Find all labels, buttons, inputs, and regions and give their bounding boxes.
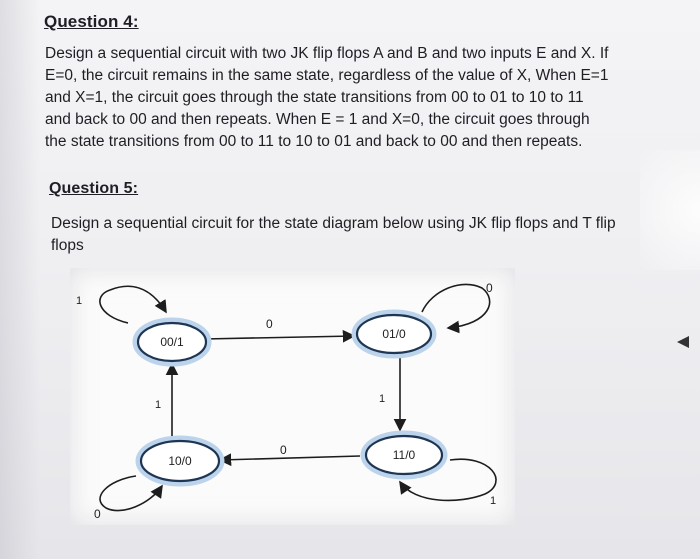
question-5-line: flops xyxy=(51,237,84,254)
state-00 xyxy=(135,320,209,364)
question-4-line: E=0, the circuit remains in the same state, regardless of the value of X, When E=1 xyxy=(45,67,609,84)
state-11 xyxy=(363,433,445,477)
label-edge-10-to-00: 1 xyxy=(155,399,162,411)
question-4-line: and back to 00 and then repeats. When E = 1 and X=0, the circuit goes through xyxy=(45,111,590,128)
pointer-arrow-icon xyxy=(677,336,689,348)
state-00-label: 00/1 xyxy=(160,335,184,349)
state-01 xyxy=(354,312,434,356)
question-5-text xyxy=(51,213,671,257)
label-self-loop-10: 0 xyxy=(94,507,101,521)
label-self-loop-01: 0 xyxy=(486,281,493,295)
question-4-line: Design a sequential circuit with two JK flip flops A and B and two inputs E and X. If xyxy=(45,45,609,62)
question-5-line: Design a sequential circuit for the state diagram below using JK flip flops and T flip xyxy=(51,215,616,232)
label-self-loop-00: 1 xyxy=(76,295,83,307)
label-edge-11-to-10: 0 xyxy=(280,443,287,457)
state-diagram xyxy=(70,268,515,525)
question-4-line: the state transitions from 00 to 11 to 10 to 01 and back to 00 and then repeats. xyxy=(45,133,583,150)
label-self-loop-11: 1 xyxy=(490,495,497,507)
state-11-label: 11/0 xyxy=(392,448,416,462)
label-edge-00-to-01: 0 xyxy=(266,317,273,331)
state-diagram-panel xyxy=(70,268,515,525)
self-loop-00 xyxy=(100,286,166,323)
self-loop-01 xyxy=(422,284,490,328)
question-4-line: and X=1, the circuit goes through the state transitions from 00 to 01 to 10 to 11 xyxy=(45,89,584,106)
edge-11-to-10 xyxy=(220,456,360,460)
question-4-text xyxy=(45,43,675,153)
page-shadow-left xyxy=(0,0,40,559)
question-5-heading: Question 5: xyxy=(49,180,139,197)
state-10-label: 10/0 xyxy=(168,454,192,468)
edge-00-to-01 xyxy=(204,336,354,339)
label-edge-01-to-11: 1 xyxy=(379,393,386,405)
question-4-heading: Question 4: xyxy=(44,12,139,31)
state-01-label: 01/0 xyxy=(382,327,406,341)
state-10 xyxy=(138,438,222,484)
